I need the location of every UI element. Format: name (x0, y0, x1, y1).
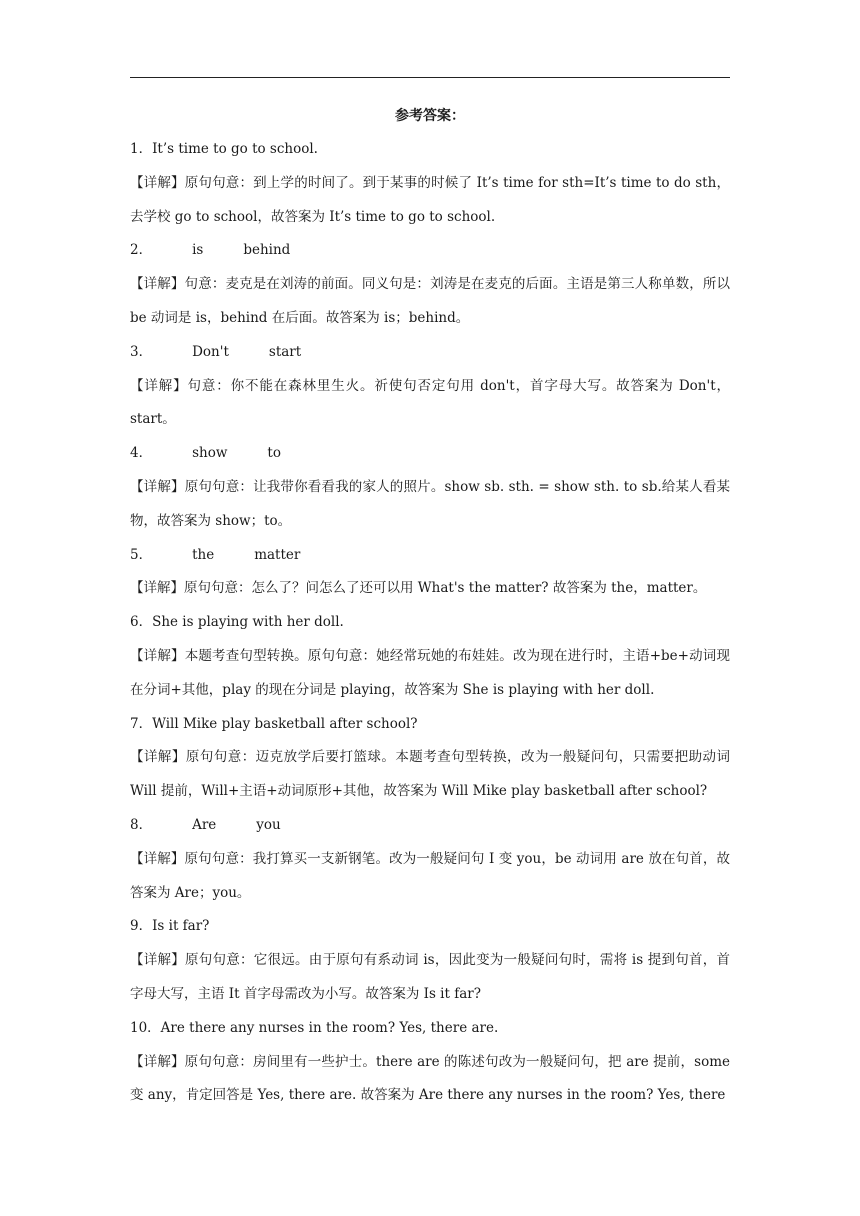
item-number: 5． (130, 546, 153, 563)
explanation-6: 【详解】本题考查句型转换。原句句意：她经常玩她的布娃娃。改为现在进行时，主语+be+动词现在分词+其他，play 的现在分词是 playing，故答案为 She is playing with her doll. (130, 647, 730, 698)
answer-line-9: 9．Is it far? (130, 918, 210, 935)
explanation-4: 【详解】原句句意：让我带你看看我的家人的照片。show sb. sth. = show sth. to sb.给某人看某物，故答案为 show；to。 (130, 478, 730, 529)
answer-blank-1: Don't (192, 343, 229, 360)
answer-blank-1: the (192, 546, 215, 563)
item-number: 4． (130, 445, 153, 462)
answer-blank-1: show (192, 445, 228, 462)
answer-blank-1: Are (192, 816, 217, 833)
answer-blank-2: start (268, 343, 302, 360)
explanation-3: 【详解】句意：你不能在森林里生火。祈使句否定句用 don't，首字母大写。故答案为 Don't，start。 (130, 377, 730, 428)
explanation-5: 【详解】原句句意：怎么了？问怎么了还可以用 What's the matter? 故答案为 the，matter。 (130, 580, 707, 597)
answer-list (130, 133, 730, 1113)
item-number: 3． (130, 343, 153, 360)
answer-line-8 (130, 809, 730, 843)
explanation-8: 【详解】原句句意：我打算买一支新钢笔。改为一般疑问句 I 变 you，be 动词用 are 放在句首，故答案为 Are；you。 (130, 850, 730, 901)
answer-line-3 (130, 336, 730, 370)
answer-blank-1: is (192, 242, 204, 259)
explanation-1: 【详解】原句句意：到上学的时间了。到于某事的时候了 It’s time for sth=It’s time to do sth，去学校 go to school，故答案为 It’s time to go to school. (130, 174, 730, 225)
answer-line-2 (130, 234, 730, 268)
explanation-2: 【详解】句意：麦克是在刘涛的前面。同义句是：刘涛是在麦克的后面。主语是第三人称单数，所以 be 动词是 is，behind 在后面。故答案为 is；behind。 (130, 276, 730, 326)
document-page (130, 0, 730, 1216)
answer-blank-2: behind (243, 242, 291, 259)
answer-line-10: 10．Are there any nurses in the room? Yes, there are. (130, 1019, 499, 1036)
answer-line-6: 6．She is playing with her doll. (130, 614, 344, 631)
item-number: 2． (130, 242, 153, 259)
answer-blank-2: you (256, 816, 281, 833)
answer-line-1: 1．It’s time to go to school. (130, 141, 318, 157)
answer-line-7: 7．Will Mike play basketball after school? (130, 715, 418, 732)
explanation-7: 【详解】原句句意：迈克放学后要打篮球。本题考查句型转换，改为一般疑问句，只需要把助动词 Will 提前，Will+主语+动词原形+其他，故答案为 Will Mike play basketball after school? (130, 749, 730, 800)
answer-line-4 (130, 437, 730, 471)
explanation-10: 【详解】原句句意：房间里有一些护士。there are 的陈述句改为一般疑问句，把 are 提前，some 变 any，肯定回答是 Yes, there are. 故答案为 Are there any nurses in the room? Yes, there (130, 1053, 730, 1104)
answer-blank-2: matter (254, 546, 301, 563)
explanation-9: 【详解】原句句意：它很远。由于原句有系动词 is，因此变为一般疑问句时，需将 is 提到句首，首字母大写，主语 It 首字母需改为小写。故答案为 Is it far? (130, 952, 730, 1002)
header-rule (130, 77, 730, 78)
page-title: 参考答案： (395, 108, 465, 124)
item-number: 8． (130, 816, 153, 833)
answer-line-5 (130, 539, 730, 573)
answer-blank-2: to (267, 445, 281, 462)
